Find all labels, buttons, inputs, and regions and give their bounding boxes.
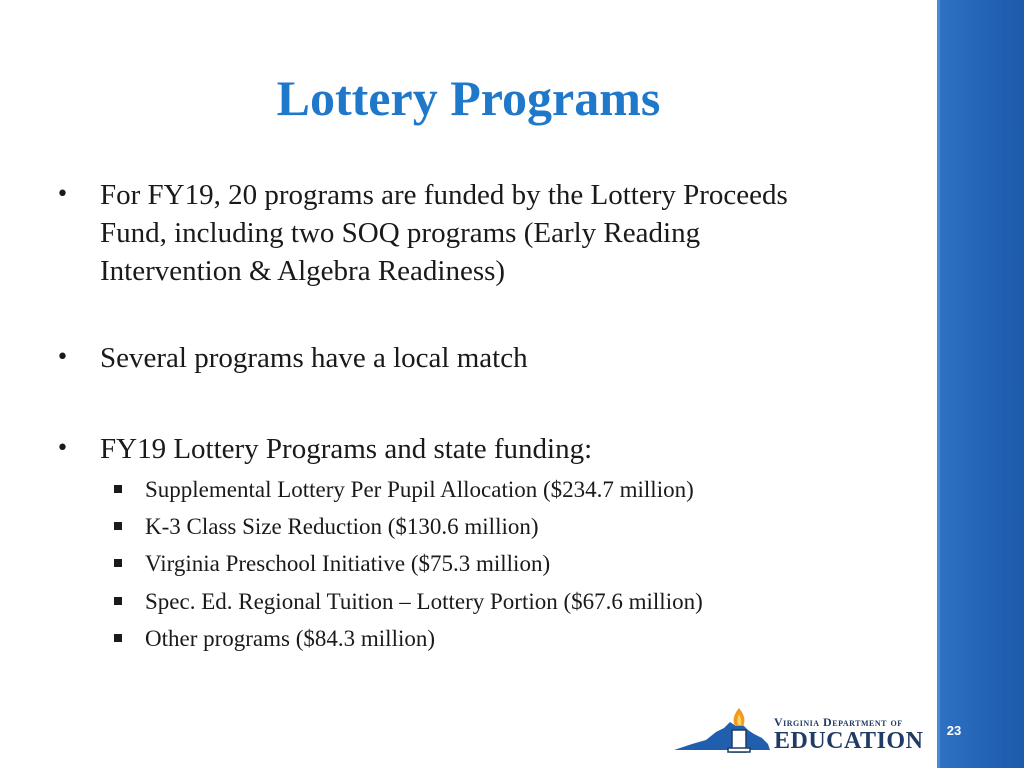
square-bullet-icon <box>114 634 122 642</box>
logo-line-department: Virginia Department of <box>774 715 903 729</box>
square-bullet-icon <box>114 485 122 493</box>
sub-bullet-text: Supplemental Lottery Per Pupil Allocation ($234.7 million) <box>145 477 694 502</box>
square-bullet-icon <box>114 597 122 605</box>
square-bullet-icon <box>114 559 122 567</box>
bullet-text: FY19 Lottery Programs and state funding: <box>100 433 593 465</box>
bullet-text: For FY19, 20 programs are funded by the Lottery Proceeds Fund, including two SOQ programs (Early Reading Intervention & Algebra Readiness) <box>100 179 788 287</box>
logo-line-education: EDUCATION <box>774 728 924 754</box>
sub-bullet-text: Other programs ($84.3 million) <box>145 626 436 651</box>
bullet-marker: • <box>56 345 69 370</box>
bullet-marker: • <box>56 182 69 207</box>
torch-base <box>728 748 750 752</box>
vdoe-logo <box>672 704 930 756</box>
square-bullet-icon <box>114 522 122 530</box>
sub-bullet-text: K-3 Class Size Reduction ($130.6 million) <box>145 514 539 539</box>
virginia-torch-icon <box>672 704 772 756</box>
sub-bullet-text: Virginia Preschool Initiative ($75.3 million) <box>145 551 551 576</box>
slide-title: Lottery Programs <box>276 70 661 126</box>
page-number: 23 <box>946 723 962 738</box>
virginia-state-shape <box>674 722 770 750</box>
bullet-text: Several programs have a local match <box>100 342 528 374</box>
accent-bar-edge <box>937 0 940 768</box>
bullet-marker: • <box>56 436 69 461</box>
sub-bullet-text: Spec. Ed. Regional Tuition – Lottery Portion ($67.6 million) <box>145 589 703 614</box>
right-accent-bar <box>937 0 1024 768</box>
